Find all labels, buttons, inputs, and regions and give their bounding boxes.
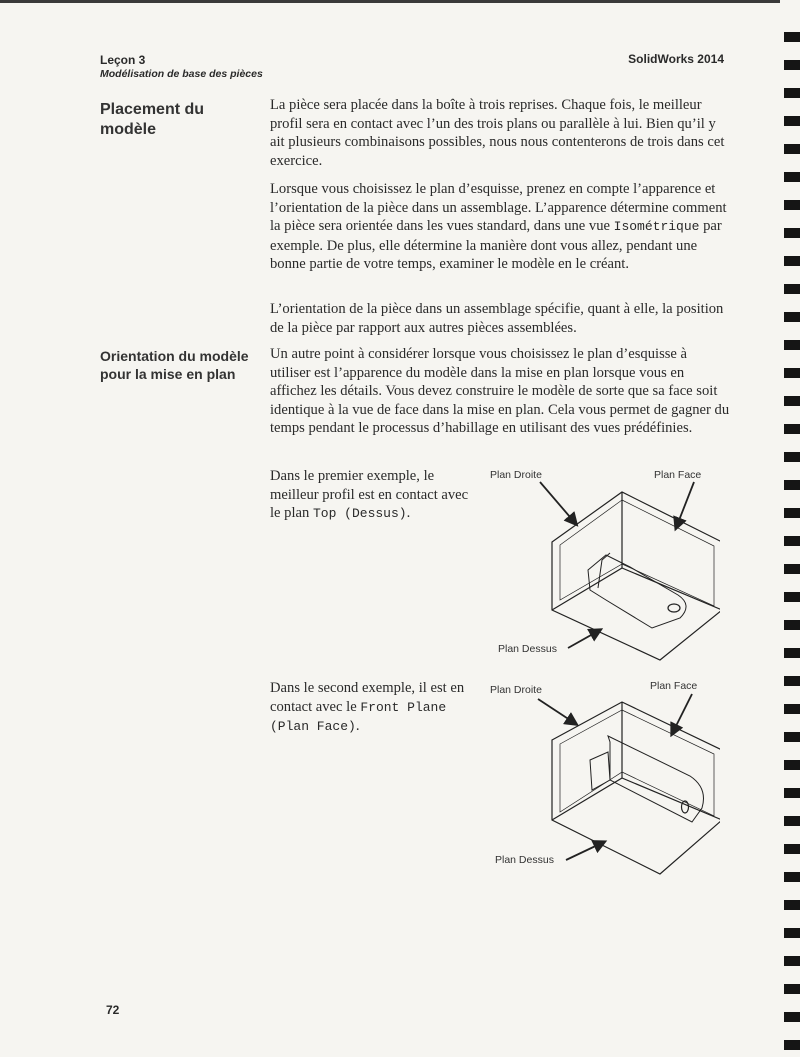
example1-code: Top (Dessus): [312, 506, 407, 522]
paragraph-placement-intro: La pièce sera placée dans la boîte à trois reprises. Chaque fois, le meilleur profil sera en contact avec l’un des trois plans ou parallèle à lui. Bien qu’il y ait plusieurs combinaisons possibles, nous nous contenterons de trois dans cet exercice.: [270, 97, 725, 169]
spiral-binding: [784, 20, 800, 1057]
label-right-plane: Plan Droite: [490, 469, 542, 481]
label-top-plane: Plan Dessus: [498, 643, 557, 655]
lesson-title: Leçon 3: [100, 53, 146, 67]
example2-code: Front Plane (Plan Face): [270, 699, 447, 735]
code-isometric: Isométrique: [613, 219, 700, 235]
example2-after: .: [355, 718, 360, 735]
example2-text: [270, 679, 480, 737]
example2-before: Dans le second exemple, il est en contact avec le: [270, 680, 465, 715]
figure-example1: [480, 460, 720, 675]
label-front-plane: Plan Face: [650, 680, 698, 692]
running-header-left: [100, 53, 263, 80]
paragraph-drawing-orientation: Un autre point à considérer lorsque vous choisissez le plan d’esquisse à utiliser est l’apparence du modèle dans la mise en plan lorsque vous en affichez les détails. Vous devez construire le modèle de sorte que sa face soit identique à la vue de face dans la mise en plan. Cela vous permet de gagner du temps pendant le processus d’habillage en utilisant des vues prédéfinies.: [270, 346, 730, 437]
label-top-plane: Plan Dessus: [495, 854, 554, 866]
paragraph-sketch-plane: [270, 180, 730, 274]
section-heading-placement: Placement du modèle: [100, 101, 205, 138]
paragraph-assembly-orientation: L’orientation de la pièce dans un assemblage spécifie, quant à elle, la position de la pièce par rapport aux autres pièces assemblées.: [270, 301, 724, 336]
lesson-subtitle: Modélisation de base des pièces: [100, 68, 263, 80]
page-number: 72: [106, 1003, 120, 1017]
example1-after: .: [406, 505, 411, 522]
top-rule: [0, 0, 780, 3]
label-right-plane: Plan Droite: [490, 684, 542, 696]
figure-example2: [480, 672, 720, 887]
paragraph-text: par exemple. De plus, elle détermine la manière dont vous allez, pendant une bonne partie de votre temps, examiner le modèle en le créant.: [270, 218, 722, 273]
example1-text: [270, 467, 470, 524]
example1-before: Dans le premier exemple, le meilleur profil est en contact avec le plan: [270, 468, 469, 522]
product-name: SolidWorks 2014: [628, 52, 724, 66]
paragraph-text: Lorsque vous choisissez le plan d’esquisse, prenez en compte l’apparence et l’orientation de la pièce dans un assemblage. L’apparence détermine comment la pièce sera orientée dans les vues standard, dans une vue: [270, 181, 727, 235]
label-front-plane: Plan Face: [654, 469, 702, 481]
section-heading-orientation: Orientation du modèle pour la mise en plan: [100, 348, 249, 382]
